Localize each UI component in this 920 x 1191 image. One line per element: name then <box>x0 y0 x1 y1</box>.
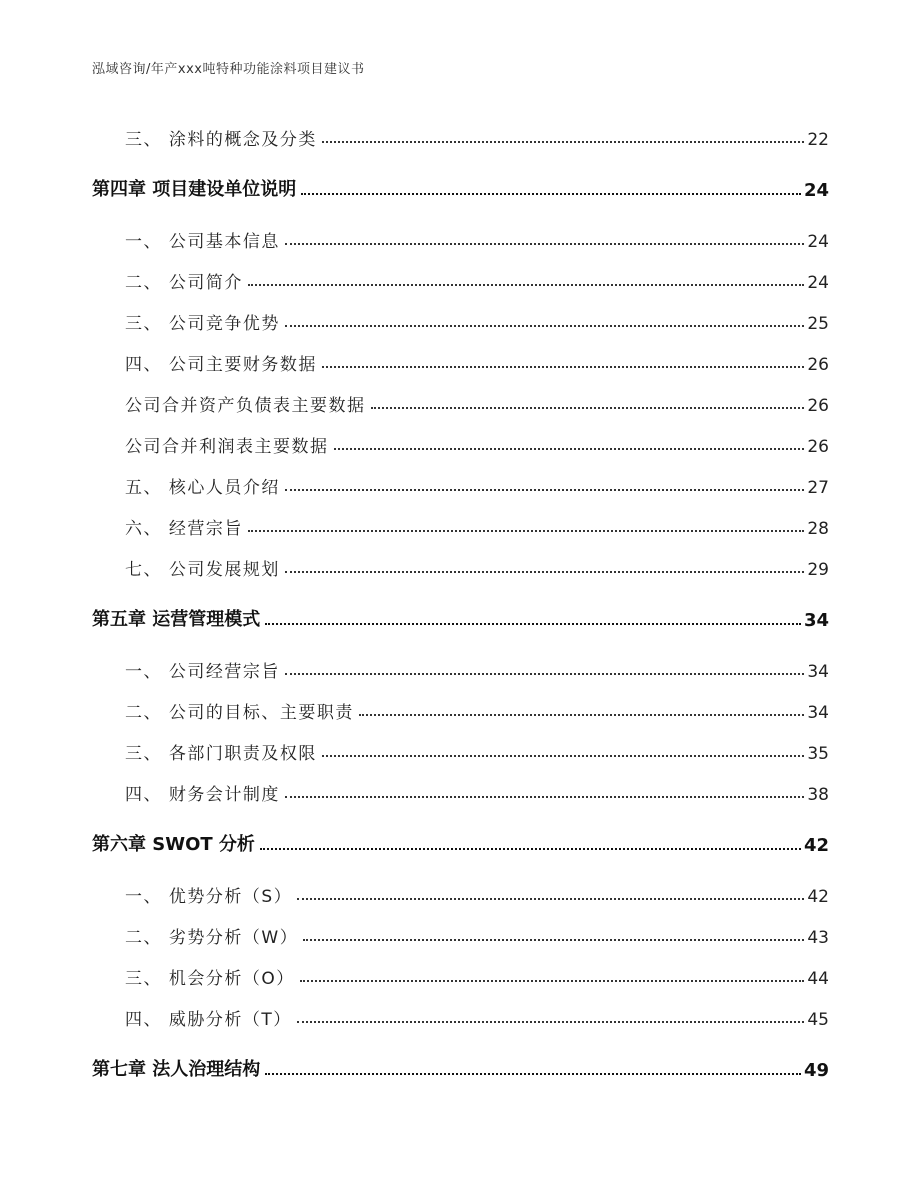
toc-leader-dots <box>260 848 801 850</box>
toc-entry-label: 二、 公司的目标、主要职责 <box>125 703 354 723</box>
toc-page-number: 25 <box>807 314 829 334</box>
toc-leader-dots <box>285 489 804 491</box>
toc-section-entry[interactable] <box>0 1000 920 1030</box>
toc-entry-label: 第五章 运营管理模式 <box>92 609 261 630</box>
toc-page-number: 22 <box>807 130 829 150</box>
toc-entry-label: 五、 核心人员介绍 <box>125 478 280 498</box>
toc-page-number: 26 <box>807 396 829 416</box>
toc-page-number: 49 <box>803 1060 829 1081</box>
toc-entry-label: 一、 公司基本信息 <box>125 232 280 252</box>
toc-entry-label: 二、 公司简介 <box>125 273 243 293</box>
toc-section-entry[interactable] <box>0 222 920 252</box>
toc-entry-label: 三、 公司竞争优势 <box>125 314 280 334</box>
toc-section-entry[interactable] <box>0 550 920 580</box>
toc-page-number: 27 <box>807 478 829 498</box>
toc-page-number: 35 <box>807 744 829 764</box>
toc-entry-label: 四、 财务会计制度 <box>125 785 280 805</box>
toc-page-number: 34 <box>803 610 829 631</box>
toc-leader-dots <box>322 141 804 143</box>
toc-leader-dots <box>248 530 804 532</box>
toc-leader-dots <box>265 1073 801 1075</box>
page-header: 泓域咨询/年产xxx吨特种功能涂料项目建议书 <box>92 62 365 77</box>
toc-entry-label: 第六章 SWOT 分析 <box>92 834 255 855</box>
toc-leader-dots <box>297 1021 805 1023</box>
toc-entry-label: 三、 涂料的概念及分类 <box>125 130 317 150</box>
toc-page-number: 45 <box>807 1010 829 1030</box>
toc-entry-label: 一、 优势分析（S） <box>125 887 293 907</box>
toc-chapter-entry[interactable] <box>0 826 920 856</box>
toc-entry-label: 三、 机会分析（O） <box>125 969 295 989</box>
toc-page-number: 29 <box>807 560 829 580</box>
toc-section-entry[interactable] <box>0 345 920 375</box>
toc-section-entry[interactable] <box>0 775 920 805</box>
toc-section-entry[interactable] <box>0 386 920 416</box>
toc-section-entry[interactable] <box>0 918 920 948</box>
toc-page-number: 24 <box>807 273 829 293</box>
toc-page-number: 34 <box>807 703 829 723</box>
toc-entry-label: 一、 公司经营宗旨 <box>125 662 280 682</box>
toc-section-entry[interactable] <box>0 263 920 293</box>
toc-entry-label: 六、 经营宗旨 <box>125 519 243 539</box>
toc-leader-dots <box>300 980 805 982</box>
toc-leader-dots <box>303 939 804 941</box>
toc-section-entry[interactable] <box>0 959 920 989</box>
toc-page-number: 26 <box>807 437 829 457</box>
toc-leader-dots <box>322 366 804 368</box>
toc-chapter-entry[interactable] <box>0 601 920 631</box>
toc-section-entry[interactable] <box>0 693 920 723</box>
toc-page-number: 42 <box>807 887 829 907</box>
toc-page-number: 42 <box>803 835 829 856</box>
toc-section-entry[interactable] <box>0 427 920 457</box>
toc-leader-dots <box>297 898 804 900</box>
toc-leader-dots <box>285 571 804 573</box>
toc-entry-label: 三、 各部门职责及权限 <box>125 744 317 764</box>
toc-leader-dots <box>301 193 801 195</box>
toc-leader-dots <box>285 796 804 798</box>
toc-page-number: 24 <box>803 180 829 201</box>
toc-page-number: 24 <box>807 232 829 252</box>
toc-entry-label: 四、 威胁分析（T） <box>125 1010 292 1030</box>
toc-leader-dots <box>359 714 804 716</box>
toc-section-entry[interactable] <box>0 304 920 334</box>
toc-entry-label: 公司合并资产负债表主要数据 <box>125 396 366 416</box>
toc-page-number: 38 <box>807 785 829 805</box>
toc-leader-dots <box>371 407 805 409</box>
toc-leader-dots <box>265 623 801 625</box>
toc-entry-label: 七、 公司发展规划 <box>125 560 280 580</box>
toc-leader-dots <box>322 755 804 757</box>
toc-section-entry[interactable] <box>0 120 920 150</box>
toc-page-number: 26 <box>807 355 829 375</box>
toc-leader-dots <box>285 673 804 675</box>
toc-leader-dots <box>285 243 804 245</box>
toc-page-number: 43 <box>807 928 829 948</box>
toc-page-number: 34 <box>807 662 829 682</box>
toc-leader-dots <box>248 284 804 286</box>
toc-section-entry[interactable] <box>0 877 920 907</box>
toc-chapter-entry[interactable] <box>0 1051 920 1081</box>
toc-section-entry[interactable] <box>0 652 920 682</box>
toc-chapter-entry[interactable] <box>0 171 920 201</box>
toc-entry-label: 四、 公司主要财务数据 <box>125 355 317 375</box>
toc-leader-dots <box>334 448 805 450</box>
toc-page-number: 28 <box>807 519 829 539</box>
toc-entry-label: 第四章 项目建设单位说明 <box>92 179 297 200</box>
toc-section-entry[interactable] <box>0 734 920 764</box>
toc-entry-label: 二、 劣势分析（W） <box>125 928 299 948</box>
toc-page-number: 44 <box>807 969 829 989</box>
toc-entry-label: 公司合并利润表主要数据 <box>125 437 329 457</box>
toc-section-entry[interactable] <box>0 509 920 539</box>
toc-leader-dots <box>285 325 804 327</box>
toc-section-entry[interactable] <box>0 468 920 498</box>
toc-entry-label: 第七章 法人治理结构 <box>92 1059 261 1080</box>
